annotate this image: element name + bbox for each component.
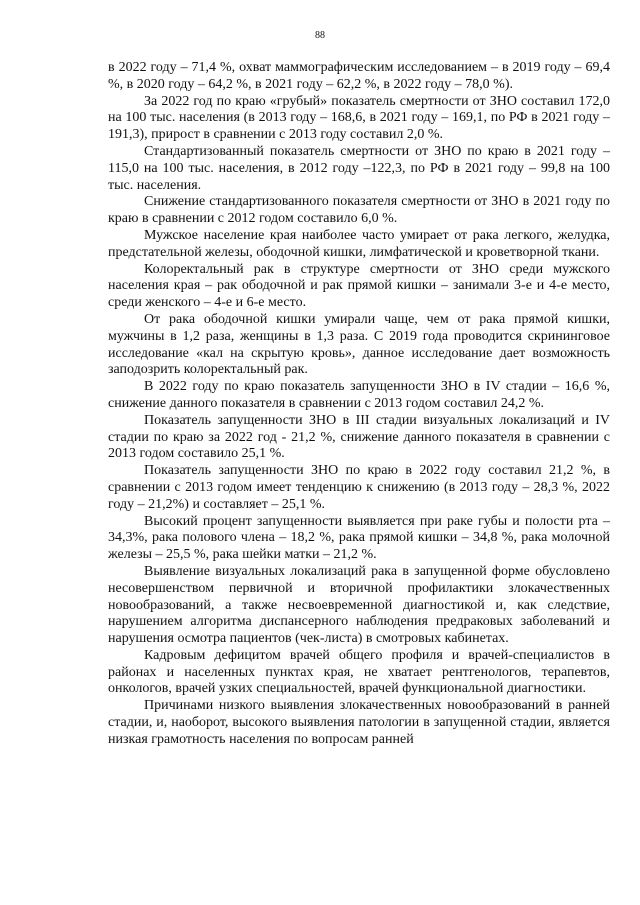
paragraph-colon-vs-rectal: От рака ободочной кишки умирали чаще, чем от рака прямой кишки, мужчины в 1,2 раза, женщины в 1,3 раза. С 2019 года проводится скрининговое исследование «кал на скрытую кровь», данное исследование дает возможность заподозрить колоректальный рак. [108,311,610,378]
paragraph-colorectal-structure: Колоректальный рак в структуре смертности от ЗНО среди мужского населения края – рак ободочной и рак прямой кишки – занимали 3-е и 4-е место, среди женского – 4-е и 6-е место. [108,261,610,311]
paragraph-continuation: в 2022 году – 71,4 %, охват маммографическим исследованием – в 2019 году – 69,4 %, в 2020 году – 64,2 %, в 2021 году – 62,2 %, в 2022 году – 78,0 %). [108,60,610,92]
paragraph-late-detection-causes: Выявление визуальных локализаций рака в запущенной форме обусловлено несовершенством первичной и вторичной профилактики злокачественных новообразований, а также несвоевременной диагностикой и, как следствие, нарушением алгоритма диспансерного наблюдения предраковых заболеваний и нарушения осмотра пациентов (чек-листа) в смотровых кабинетах. [108,563,610,647]
paragraph-crude-mortality: За 2022 год по краю «грубый» показатель смертности от ЗНО составил 172,0 на 100 тыс. населения (в 2013 году – 168,6, в 2021 году – 169,1, по РФ в 2021 году – 191,3), прирост в сравнении с 2013 году составил 2,0 %. [108,93,610,143]
paragraph-stage-iv-neglect: В 2022 году по краю показатель запущенности ЗНО в IV стадии – 16,6 %, снижение данного показателя в сравнении с 2013 годом составил 24,2 %. [108,379,610,411]
paragraph-staff-shortage: Кадровым дефицитом врачей общего профиля и врачей-специалистов в районах и населенных пунктах края, не хватает рентгенологов, терапевтов, онкологов, врачей узких специальностей, врачей функциональной диагностики. [108,647,610,697]
paragraph-neglect-trend: Показатель запущенности ЗНО по краю в 2022 году составил 21,2 %, в сравнении с 2013 годом имеет тенденцию к снижению (в 2013 году – 28,3 %, 2022 году – 21,2%) и составляет – 25,1 %. [108,463,610,512]
paragraph-mortality-decrease: Снижение стандартизованного показателя смертности от ЗНО в 2021 году по краю в сравнении с 2012 годом составило 6,0 %. [108,194,610,227]
paragraph-high-neglect-sites: Высокий процент запущенности выявляется при раке губы и полости рта – 34,3%, рака полового члена – 18,2 %, рака прямой кишки – 34,8 %, рака молочной железы – 25,5 %, рака шейки матки – 21,2 %. [108,513,610,563]
page-body [108,60,610,749]
page-number: 88 [315,30,325,41]
paragraph-stage-iii-iv-visual: Показатель запущенности ЗНО в III стадии визуальных локализаций и IV стадии по краю за 2022 год - 21,2 %, снижение данного показателя в сравнении с 2013 годом составило 25,1 %. [108,412,610,462]
paragraph-standardized-mortality: Стандартизованный показатель смертности от ЗНО по краю в 2021 году – 115,0 на 100 тыс. населения, в 2012 году –122,3, по РФ в 2021 году – 99,8 на 100 тыс. населения. [108,143,610,193]
paragraph-low-literacy: Причинами низкого выявления злокачественных новообразований в ранней стадии, и, наоборот, высокого выявления патологии в запущенной стадии, является низкая грамотность населения по вопросам ранней [108,698,610,747]
paragraph-male-mortality: Мужское население края наиболее часто умирает от рака легкого, желудка, предстательной железы, ободочной кишки, лимфатической и кроветворной ткани. [108,227,610,260]
